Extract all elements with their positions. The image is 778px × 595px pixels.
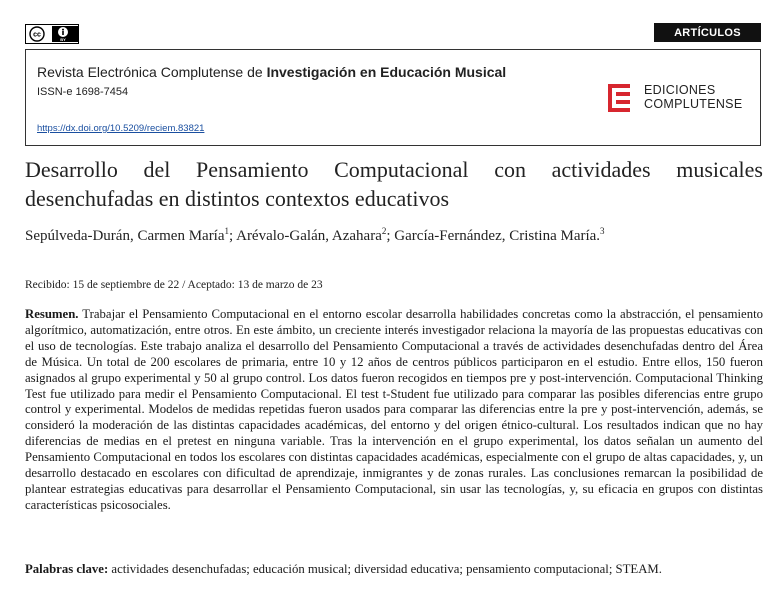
author-2: Arévalo-Galán, Azahara (236, 228, 382, 244)
author-1: Sepúlveda-Durán, Carmen María (25, 228, 225, 244)
publisher-line1: EDICIONES (644, 83, 716, 97)
author-3-affiliation: 3 (600, 226, 605, 236)
cc-icon (28, 26, 78, 42)
publisher-line2: COMPLUTENSE (644, 97, 743, 111)
keywords (25, 562, 763, 578)
cc-by-license-icon (25, 24, 79, 44)
ediciones-complutense-logo-icon (608, 84, 630, 112)
section-tag: ARTÍCULOS (654, 23, 761, 42)
article-title: Desarrollo del Pensamiento Computacional con actividades musicales desenchufadas en distintos contextos educativos (25, 157, 763, 211)
keywords-text: actividades desenchufadas; educación musical; diversidad educativa; pensamiento computacional; STEAM. (111, 562, 662, 576)
issn: ISSN-e 1698-7454 (37, 86, 129, 98)
journal-name-prefix: Revista Electrónica Complutense de (37, 64, 263, 80)
abstract-label: Resumen. (25, 307, 79, 321)
author-1-affiliation: 1 (224, 226, 230, 236)
journal-header-box (25, 49, 761, 146)
journal-name-bold: Investigación en Educación Musical (266, 64, 507, 80)
abstract (25, 307, 763, 514)
authors: Sepúlveda-Durán, Carmen María$^1$; Arévalo-Galán, Azahara$^2$; García-Fernández, Cristina María.$^3$ (25, 226, 605, 244)
author-2-affiliation: 2 (381, 226, 387, 236)
received-accepted-dates: Recibido: 15 de septiembre de 22 / Aceptado: 13 de marzo de 23 (25, 279, 323, 291)
svg-text:BY: BY (60, 37, 66, 42)
abstract-text: Trabajar el Pensamiento Computacional en el entorno escolar desarrolla habilidades concretas como la abstracción, el pensamiento algorítmico, automatización, entre otros. En este ámbito, un creciente interés investigador relaciona la mayoría de las propuestas educativas con el uso de tecnologías. Este trabajo analiza el desarrollo del Pensamiento Computacional a través de actividades desenchufadas dentro del Área de Música. Un total de 200 escolares de primaria, entre 10 y 12 años de centros públicos participaron en el estudio. Entre ellos, 150 fueron asignados al grupo experimental y 50 al grupo control. Los datos fueron recogidos en tiempos pre y post-intervención. Computacional Thinking Test fue utilizado para medir el Pensamiento Computacional. El test t-Student fue utilizado para comparar las posibles diferencias entre grupo control y experimental. Modelos de medidas repetidas fueron usados para comparar las diferencias entre la pre y post-intervención, además, se consideró la moderación de las distintas capacidades académicas, del entorno y del origen étnico-cultural. Los resultados indican que no hay diferencias de medias en el pretest en ninguna variable. Tras la intervención en el grupo experimental, los datos señalan un aumento del Pensamiento Computacional en todos los escolares con distintas capacidades académicas, especialmente con el grupo de altas capacidades, y, un desarrollo destacado en escolares con dificultad de aprendizaje, inmigrantes y de zonas rurales. Las conclusiones remarcan la posibilidad de plantear estrategias educativas para desarrollar el Pensamiento Computacional, sin usar las tecnologías, y, su eficacia en grupos con distintas características psicosociales. (25, 307, 763, 512)
doi-link[interactable]: https://dx.doi.org/10.5209/reciem.83821 (37, 123, 205, 134)
keywords-label: Palabras clave: (25, 562, 109, 576)
journal-name (37, 64, 506, 80)
author-3: García-Fernández, Cristina María. (394, 228, 601, 244)
publisher-name (644, 83, 742, 111)
svg-text:cc: cc (33, 31, 41, 39)
